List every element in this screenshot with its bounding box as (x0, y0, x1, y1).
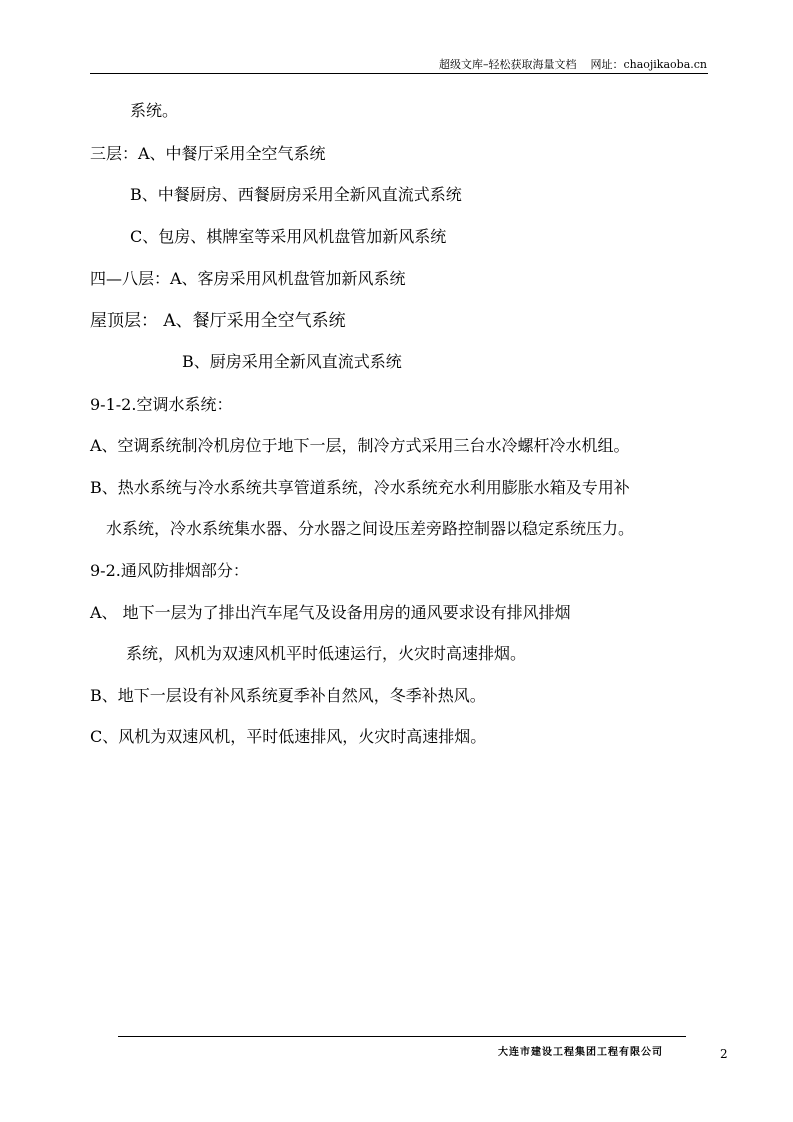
page-number: 2 (720, 1047, 728, 1061)
section-heading: 9-1-2.空调水系统： (90, 395, 233, 414)
body-line: B、中餐厨房、西餐厨房采用全新风直流式系统 (130, 185, 462, 204)
body-line: 系统，风机为双速风机平时低速运行，火灾时高速排烟。 (126, 644, 527, 663)
body-line: B、厨房采用全新风直流式系统 (182, 352, 402, 371)
page-header (439, 56, 707, 72)
section-heading: 9-2.通风防排烟部分： (90, 561, 249, 580)
body-line: C、包房、棋牌室等采用风机盘管加新风系统 (130, 227, 447, 246)
body-line: 系统。 (130, 101, 179, 120)
body-line: A、 地下一层为了排出汽车尾气及设备用房的通风要求设有排风排烟 (90, 603, 571, 622)
header-divider (90, 73, 708, 74)
header-url-label: 网址： (590, 58, 624, 71)
body-line: 三层：A、中餐厅采用全空气系统 (90, 144, 326, 163)
body-line: 四—八层：A、客房采用风机盘管加新风系统 (90, 269, 406, 288)
body-line: B、热水系统与冷水系统共享管道系统，冷水系统充水利用膨胀水箱及专用补 (90, 478, 630, 497)
body-line: C、风机为双速风机，平时低速排风，火灾时高速排烟。 (90, 727, 487, 746)
body-line: B、地下一层设有补风系统夏季补自然风，冬季补热风。 (90, 686, 486, 705)
body-line: A、空调系统制冷机房位于地下一层，制冷方式采用三台水冷螺杆冷水机组。 (90, 436, 630, 455)
header-site-name: 超级文库–轻松获取海量文档 (438, 58, 577, 71)
header-url: chaojikaoba.cn (623, 58, 707, 71)
body-line: 屋顶层： A、餐厅采用全空气系统 (90, 311, 346, 331)
body-line: 水系统，冷水系统集水器、分水器之间设压差旁路控制器以稳定系统压力。 (106, 519, 635, 538)
footer-divider (118, 1036, 686, 1037)
footer-company-name: 大连市建设工程集团工程有限公司 (498, 1047, 663, 1058)
